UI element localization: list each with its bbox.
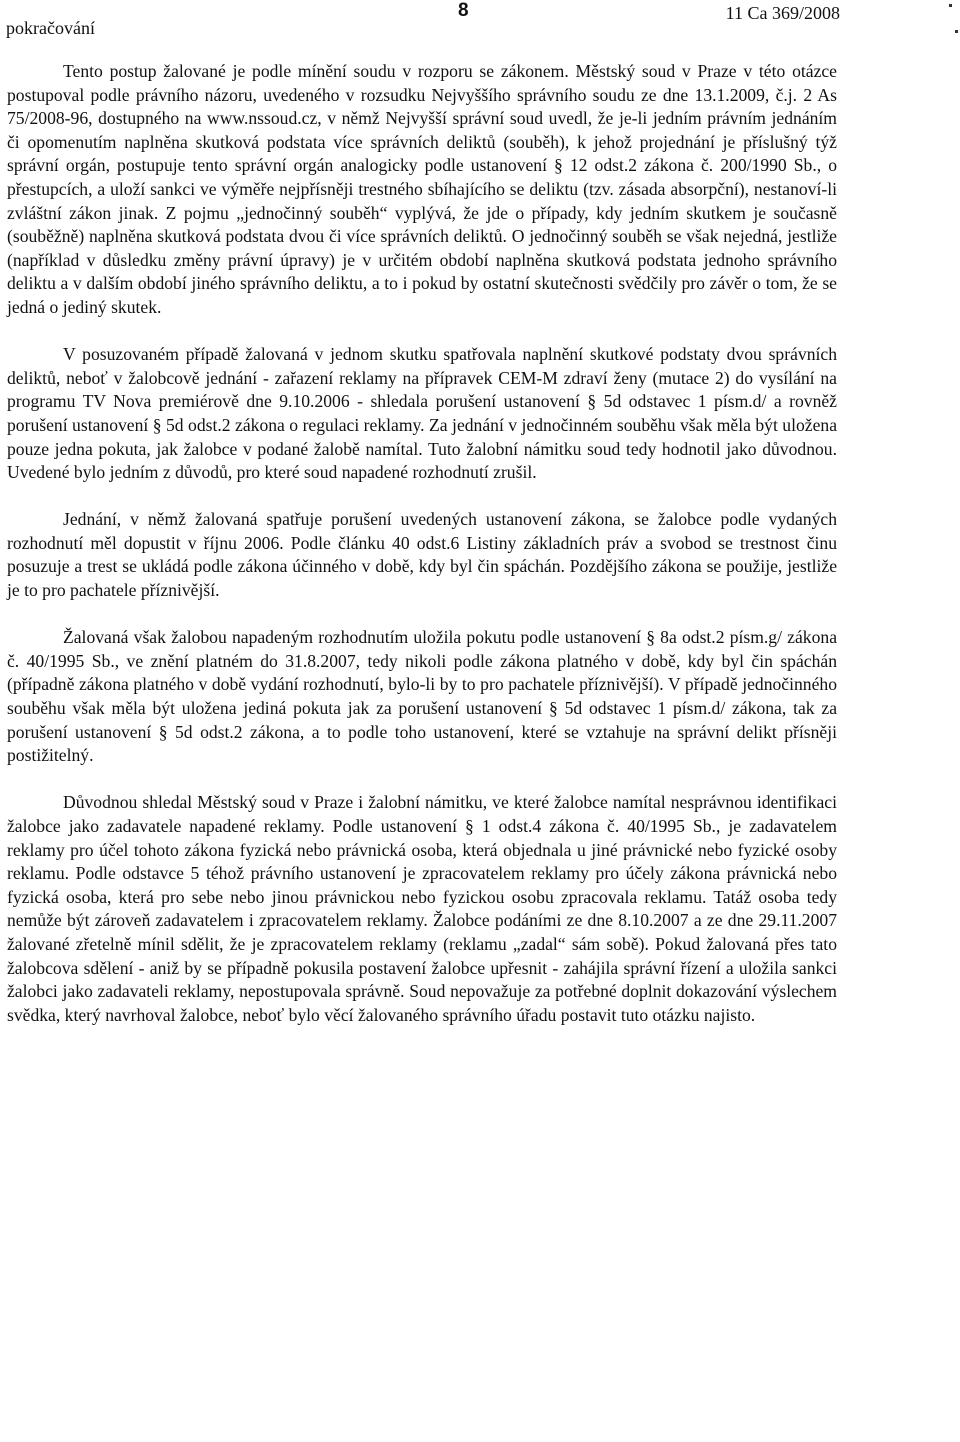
page-number: 8	[458, 0, 469, 21]
scan-mark	[949, 4, 952, 7]
paragraph-2: V posuzovaném případě žalovaná v jednom skutku spatřovala naplnění skutkové podstaty dvou správních deliktů, neboť v žalobcově jednání - zařazení reklamy na přípravek CEM-M zdraví ženy (mutace 2) do vysílání na programu TV Nova premiérově dne 9.10.2006 - shledala porušení ustanovení § 5d odstavec 1 písm.d/ a rovněž porušení ustanovení § 5d odst.2 zákona o regulaci reklamy. Za jednání v jednočinném souběhu však měla být uložena pouze jedna pokuta, jak žalobce v podané žalobě namítal. Tuto žalobní námitku soud tedy hodnotil jako důvodnou. Uvedené bylo jedním z důvodů, pro které soud napadené rozhodnutí zrušil.	[7, 344, 837, 483]
scan-mark	[955, 30, 958, 33]
document-body	[7, 60, 837, 1027]
paragraph-1: Tento postup žalované je podle mínění soudu v rozporu se zákonem. Městský soud v Praze v této otázce postupoval podle právního názoru, uvedeného v rozsudku Nejvyššího správního soudu ze dne 13.1.2009, č.j. 2 As 75/2008-96, dostupného na www.nssoud.cz, v němž Nejvyšší správní soud uvedl, že je-li jedním právním jednáním či opomenutím naplněna skutková podstata více správních deliktů (souběh), k jehož projednání je příslušný týž správní orgán, postupuje tento správní orgán analogicky podle ustanovení § 12 odst.2 zákona č. 200/1990 Sb., o přestupcích, a uloží sankci ve výměře nejpřísněji trestného sbíhajícího se deliktu (tzv. zásada absorpční), nestanoví-li zvláštní zákon jinak. Z pojmu „jednočinný souběh“ vyplývá, že jde o případy, kdy jedním skutkem je současně (souběžně) naplněna skutková podstata dvou či více správních deliktů. O jednočinný souběh se však nejedná, jestliže (například v důsledku změny právní úpravy) je v určitém období naplněna skutková podstata jednoho správního deliktu a v dalším období jiného správního deliktu, a to i pokud by ostatní skutečnosti svědčily pro závěr o tom, že se jedná o jediný skutek.	[7, 61, 837, 317]
paragraph-3: Jednání, v němž žalovaná spatřuje porušení uvedených ustanovení zákona, se žalobce podle vydaných rozhodnutí měl dopustit v říjnu 2006. Podle článku 40 odst.6 Listiny základních práv a svobod se trestnost činu posuzuje a trest se ukládá podle zákona účinného v době, kdy byl čin spáchán. Pozdějšího zákona se použije, jestliže je to pro pachatele příznivější.	[7, 509, 837, 601]
paragraph-4: Žalovaná však žalobou napadeným rozhodnutím uložila pokutu podle ustanovení § 8a odst.2 písm.g/ zákona č. 40/1995 Sb., ve znění platném do 31.8.2007, tedy nikoli podle zákona platného v době, kdy byl čin spáchán (případně zákona platného v době vydání rozhodnutí, bylo-li by to pro pachatele příznivější). V případě jednočinného souběhu však měla být uložena jediná pokuta jak za porušení ustanovení § 5d odstavec 1 písm.d/ zákona, tak za porušení ustanovení § 5d odst.2 zákona, a to podle toho ustanovení, které se vztahuje na správní delikt přísněji postižitelný.	[7, 627, 837, 766]
paragraph-5: Důvodnou shledal Městský soud v Praze i žalobní námitku, ve které žalobce namítal nesprávnou identifikaci žalobce jako zadavatele napadené reklamy. Podle ustanovení § 1 odst.4 zákona č. 40/1995 Sb., je zadavatelem reklamy pro účel tohoto zákona fyzická nebo právnická osoba, která objednala u jiné právnické nebo fyzické osoby reklamu. Podle odstavce 5 téhož právního ustanovení je zpracovatelem reklamy pro účely zákona právnická nebo fyzická osoba, která pro sebe nebo jinou právnickou nebo fyzickou osobu zpracovala reklamu. Tatáž osoba tedy nemůže být zároveň zadavatelem i zpracovatelem reklamy. Žalobce podáními ze dne 8.10.2007 a ze dne 29.11.2007 žalované zřetelně mínil sdělit, že je zpracovatelem reklamy (reklamu „zadal“ sám sobě). Pokud žalovaná přes tato žalobcova sdělení - aniž by se případně pokusila postavení žalobce upřesnit - zahájila správní řízení a uložila sankci žalobci jako zadavateli reklamy, nepostupovala správně. Soud nepovažuje za potřebné doplnit dokazování výslechem svědka, který navrhoval žalobce, neboť bylo věcí žalovaného správního úřadu postavit tuto otázku najisto.	[7, 792, 837, 1025]
case-number: 11 Ca 369/2008	[725, 3, 840, 23]
continuation-label: pokračování	[6, 18, 95, 38]
